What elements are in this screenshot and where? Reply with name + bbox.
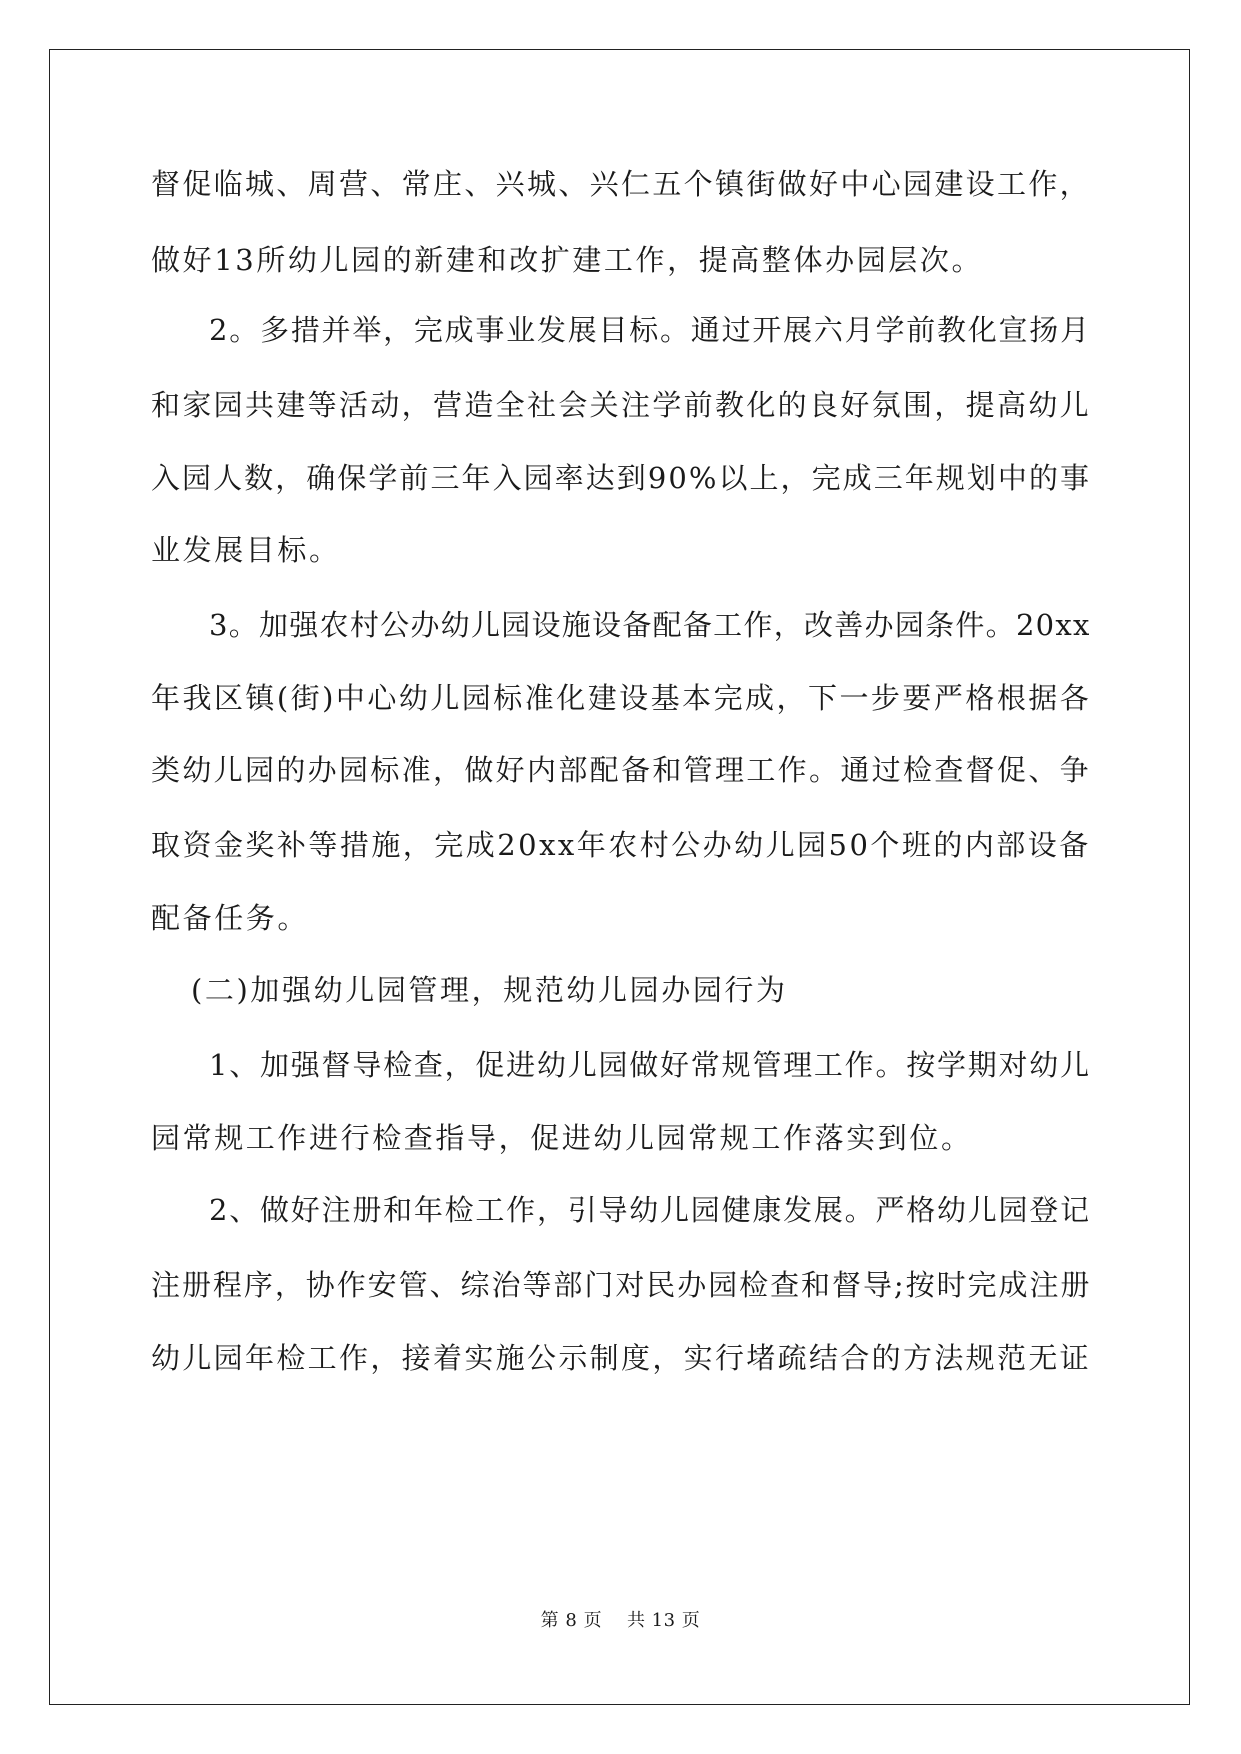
text-line: 督促临城、周营、常庄、兴城、兴仁五个镇街做好中心园建设工作， bbox=[151, 167, 1092, 201]
text-line: 取资金奖补等措施，完成20xx年农村公办幼儿园50个班的内部设备 bbox=[151, 828, 1091, 862]
paragraph-first-line: 1、加强督导检查，促进幼儿园做好常规管理工作。按学期对幼儿 bbox=[209, 1048, 1091, 1082]
text-line: 注册程序，协作安管、综治等部门对民办园检查和督导;按时完成注册 bbox=[151, 1268, 1092, 1302]
paragraph-first-line: 2。多措并举，完成事业发展目标。通过开展六月学前教化宣扬月 bbox=[209, 313, 1091, 347]
paragraph-first-line: 2、做好注册和年检工作，引导幼儿园健康发展。严格幼儿园登记 bbox=[209, 1193, 1091, 1227]
text-line: 配备任务。 bbox=[151, 901, 310, 935]
text-line: 类幼儿园的办园标准，做好内部配备和管理工作。通过检查督促、争 bbox=[151, 753, 1092, 787]
text-line: 入园人数，确保学前三年入园率达到90%以上，完成三年规划中的事 bbox=[151, 461, 1092, 495]
text-line: 业发展目标。 bbox=[151, 533, 341, 567]
text-line: 年我区镇(街)中心幼儿园标准化建设基本完成，下一步要严格根据各 bbox=[151, 681, 1092, 715]
text-line: 和家园共建等活动，营造全社会关注学前教化的良好氛围，提高幼儿 bbox=[151, 388, 1092, 422]
text-line: 幼儿园年检工作，接着实施公示制度，实行堵疏结合的方法规范无证 bbox=[151, 1341, 1092, 1375]
text-line: 做好13所幼儿园的新建和改扩建工作，提高整体办园层次。 bbox=[151, 243, 984, 277]
page-number-footer: 第 8 页 共 13 页 bbox=[540, 1610, 701, 1631]
text-line: 园常规工作进行检查指导，促进幼儿园常规工作落实到位。 bbox=[151, 1121, 973, 1155]
paragraph-first-line: 3。加强农村公办幼儿园设施设备配备工作，改善办园条件。20xx bbox=[209, 608, 1091, 642]
page-border bbox=[49, 49, 1190, 1705]
section-heading: (二)加强幼儿园管理，规范幼儿园办园行为 bbox=[191, 973, 788, 1007]
